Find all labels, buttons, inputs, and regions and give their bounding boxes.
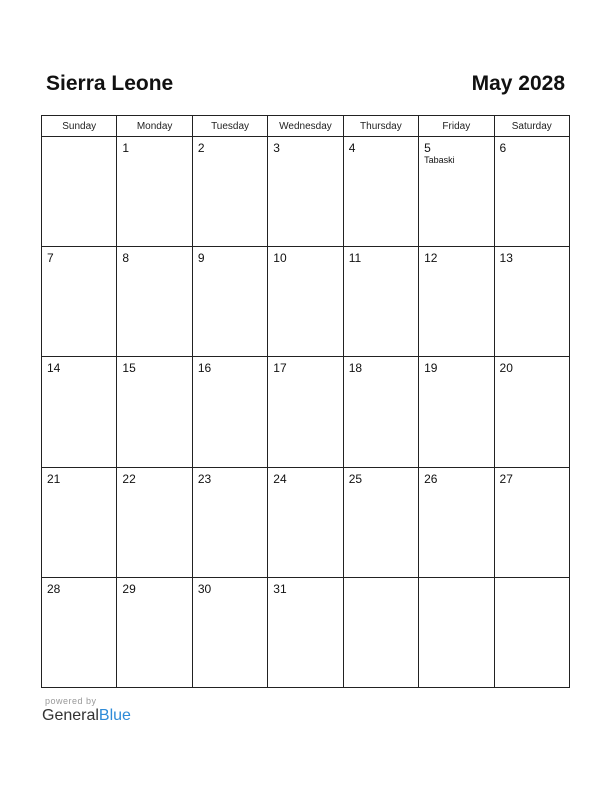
- day-number: 7: [47, 251, 54, 266]
- week-row-5: [42, 577, 570, 687]
- day-cell: [42, 137, 117, 247]
- day-cell: [494, 467, 569, 577]
- day-number: 19: [424, 361, 438, 376]
- day-cell: [192, 467, 267, 577]
- day-number: 23: [197, 471, 212, 486]
- footer-branding: [42, 696, 131, 725]
- week-row-3: [42, 357, 570, 467]
- day-number: 26: [424, 471, 438, 486]
- holiday-label: Tabaski: [424, 155, 455, 165]
- day-cell: [268, 467, 343, 577]
- day-cell: [494, 137, 569, 247]
- weekday-thursday: Thursday: [343, 116, 418, 137]
- day-number: 5: [424, 141, 431, 155]
- day-cell: [192, 247, 267, 357]
- day-cell: [268, 577, 343, 687]
- week-row-1: [42, 137, 570, 247]
- day-cell: [117, 467, 192, 577]
- day-cell: [192, 137, 267, 247]
- calendar-grid: [41, 115, 570, 688]
- day-number: 22: [122, 471, 136, 486]
- day-cell: [192, 357, 267, 467]
- day-cell: [42, 467, 117, 577]
- day-number: 31: [273, 581, 287, 596]
- day-number: 15: [122, 361, 136, 376]
- day-cell: [192, 577, 267, 687]
- day-number: 27: [499, 471, 513, 486]
- day-cell: [42, 577, 117, 687]
- day-number: 28: [47, 581, 61, 596]
- day-number: 24: [273, 471, 287, 486]
- day-cell: [494, 577, 569, 687]
- day-cell: [343, 357, 418, 467]
- day-number: 11: [348, 251, 362, 266]
- day-cell: [419, 467, 494, 577]
- day-cell: [343, 467, 418, 577]
- day-number: 30: [197, 581, 212, 596]
- day-number: 17: [273, 361, 287, 376]
- day-cell: [268, 247, 343, 357]
- brand-general-text: General: [42, 707, 99, 724]
- day-number: 2: [197, 141, 205, 155]
- day-cell: [268, 137, 343, 247]
- powered-by-label: powered by: [45, 696, 97, 706]
- day-number: 21: [47, 471, 61, 486]
- day-number: 9: [197, 251, 205, 266]
- brand-logo[interactable]: [42, 707, 131, 725]
- day-cell: [117, 247, 192, 357]
- day-number: 4: [348, 141, 356, 155]
- weekday-wednesday: Wednesday: [268, 116, 343, 137]
- day-cell: [42, 357, 117, 467]
- weekday-monday: Monday: [117, 116, 192, 137]
- day-cell: [117, 577, 192, 687]
- weekday-friday: Friday: [419, 116, 494, 137]
- weekday-saturday: Saturday: [494, 116, 569, 137]
- day-cell: [494, 357, 569, 467]
- weekday-header-row: [42, 116, 570, 137]
- day-number: 1: [122, 141, 130, 155]
- weekday-tuesday: Tuesday: [192, 116, 267, 137]
- day-number: 18: [348, 361, 363, 376]
- day-cell: [343, 577, 418, 687]
- day-number: 12: [424, 251, 438, 266]
- day-number: 29: [122, 581, 136, 596]
- week-row-2: [42, 247, 570, 357]
- day-number: 10: [273, 251, 287, 266]
- day-cell: [117, 357, 192, 467]
- day-cell: [419, 137, 494, 247]
- day-cell: [268, 357, 343, 467]
- day-cell: [42, 247, 117, 357]
- day-cell: [494, 247, 569, 357]
- day-number: 8: [122, 251, 130, 266]
- day-cell: [419, 357, 494, 467]
- day-cell: [419, 247, 494, 357]
- day-number: 6: [499, 141, 507, 155]
- day-number: 20: [499, 361, 513, 376]
- day-cell: [419, 577, 494, 687]
- day-cell: [343, 137, 418, 247]
- brand-blue-text: Blue: [98, 707, 131, 724]
- week-row-4: [42, 467, 570, 577]
- day-number: 14: [47, 361, 61, 376]
- weekday-sunday: Sunday: [42, 116, 117, 137]
- country-title: Sierra Leone: [46, 72, 174, 95]
- day-number: 25: [348, 471, 363, 486]
- day-number: 3: [273, 141, 280, 155]
- day-number: 13: [499, 251, 513, 266]
- month-year-title: May 2028: [471, 72, 565, 95]
- day-cell: [117, 137, 192, 247]
- day-cell: [343, 247, 418, 357]
- day-number: 16: [197, 361, 212, 376]
